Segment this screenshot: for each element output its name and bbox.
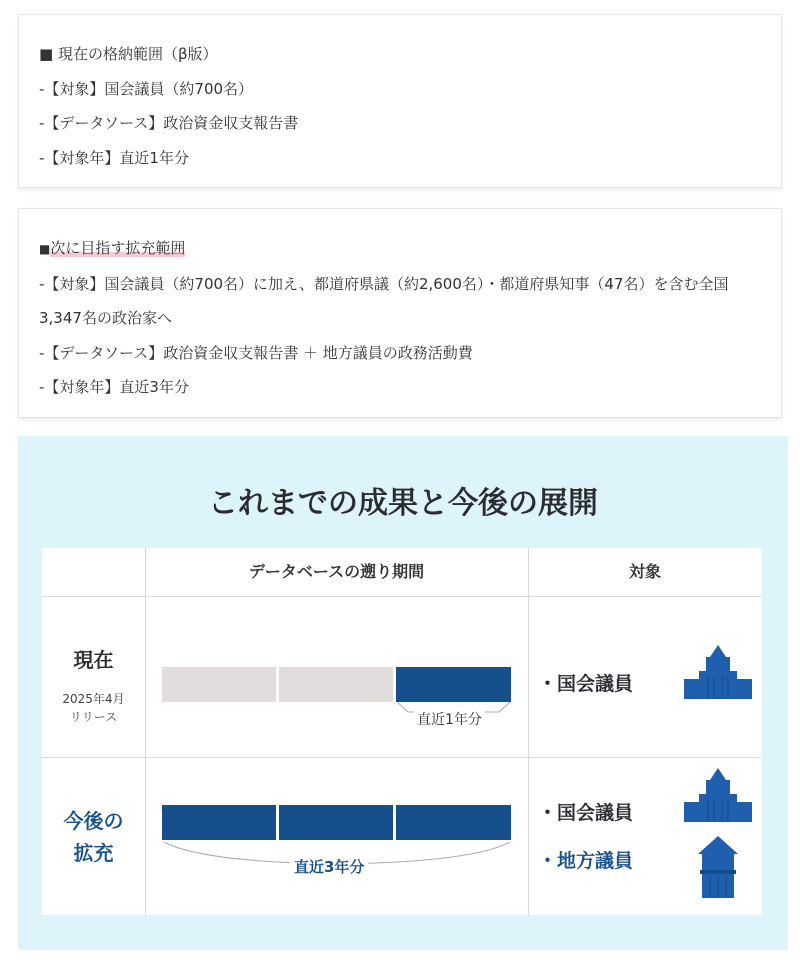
future-period-caption: 直近3年分 [290, 856, 368, 877]
roadmap-table [42, 548, 762, 915]
future-target-national: ・国会議員 [538, 802, 634, 824]
period-bar-segment [396, 805, 511, 840]
current-scope-target: -【対象】国会議員（約700名） [39, 79, 254, 98]
future-label-line2: 拡充 [73, 841, 114, 865]
square-marker-icon: ■ [39, 242, 51, 256]
current-date: 2025年4月 [62, 692, 125, 706]
next-scope-year: -【対象年】直近3年分 [39, 378, 189, 396]
current-scope-card [18, 14, 782, 188]
local-assembly-building-icon [698, 836, 738, 898]
current-label: 現在 [73, 648, 114, 672]
period-bar-segment [396, 667, 511, 702]
future-label-line1: 今後の [63, 809, 124, 833]
next-scope-heading: 次に目指す拡充範囲 [50, 239, 186, 257]
infographic-title: これまでの成果と今後の展開 [208, 486, 598, 521]
period-bar-segment [279, 667, 393, 702]
diet-building-icon [684, 643, 752, 699]
future-target-local: ・地方議員 [538, 850, 634, 872]
next-scope-card [18, 208, 782, 418]
header-period: データベースの遡り期間 [248, 562, 425, 581]
period-bar-segment [162, 805, 276, 840]
current-release: リリース [69, 710, 118, 724]
next-scope-target: -【対象】国会議員（約700名）に加え、都道府県議（約2,600名）・都道府県知事（47名）を含む全国3,347名の政治家へ [39, 274, 729, 327]
current-scope-source: -【データソース】政治資金収支報告書 [39, 114, 299, 132]
header-target: 対象 [628, 562, 661, 581]
current-scope-year: -【対象年】直近1年分 [39, 148, 189, 167]
next-scope-heading-row [39, 231, 761, 267]
period-bar-segment [162, 667, 276, 702]
current-scope-heading: ■ 現在の格納範囲（β版） [39, 45, 218, 63]
roadmap-infographic [18, 436, 788, 950]
current-period-caption: 直近1年分 [414, 709, 485, 729]
diet-building-icon [684, 766, 752, 822]
next-scope-source: -【データソース】政治資金収支報告書 ＋ 地方議員の政務活動費 [39, 343, 473, 362]
period-bar-segment [279, 805, 393, 840]
current-target-national: ・国会議員 [538, 673, 634, 695]
